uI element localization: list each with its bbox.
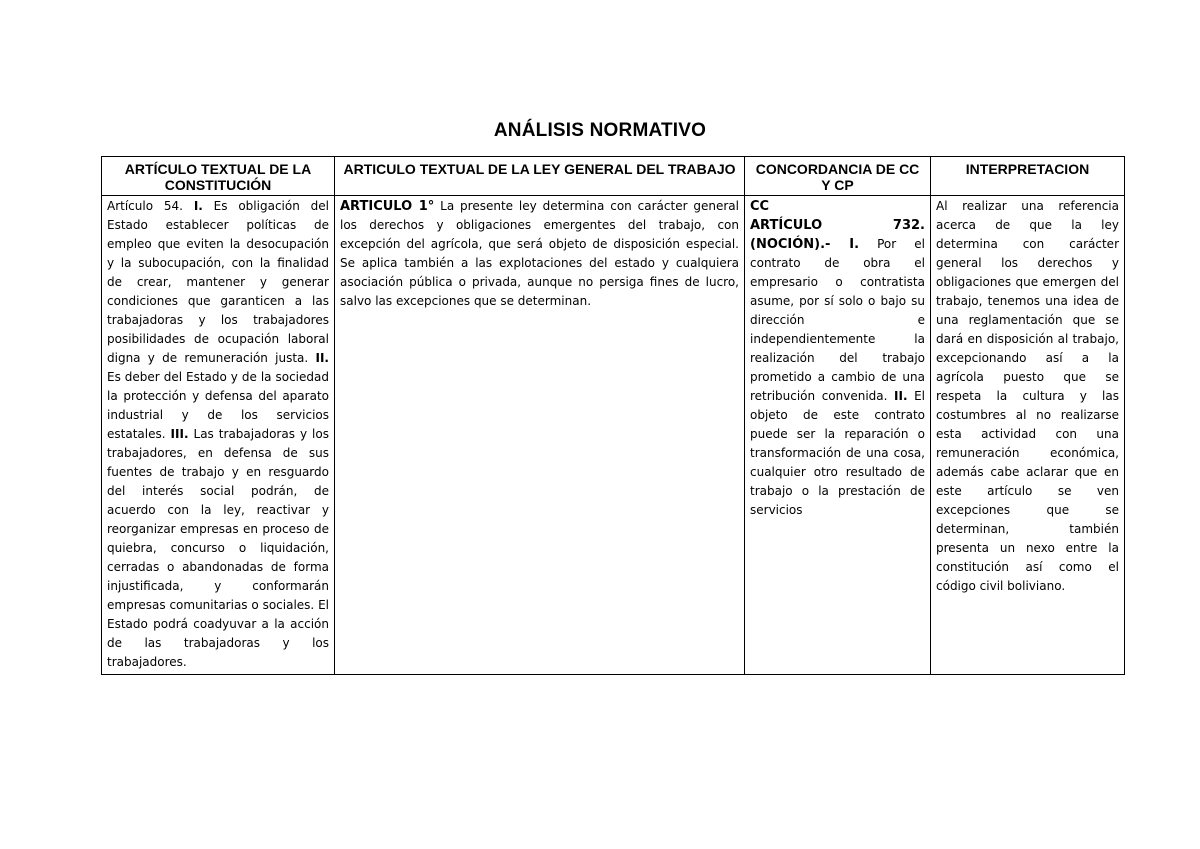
analysis-table: [101, 156, 1125, 675]
text-run: Artículo 54.: [107, 199, 194, 213]
cell-concordance-text: [745, 196, 931, 675]
article-label: ARTICULO 1°: [340, 199, 435, 214]
text-run: Es obligación del Estado establecer políticas de empleo que eviten la desocupación y la subocupación, con la finalidad de crear, mantener y generar condiciones que garanticen a las trabajadoras y los trabajadores posibilidades de ocupación laboral digna y de remuneración justa.: [107, 199, 329, 365]
header-row: [102, 157, 1125, 196]
text-run: Las trabajadoras y los trabajadores, en defensa de sus fuentes de trabajo y en resguardo del interés social podrán, de acuerdo con la ley, reactivar y reorganizar empresas en proceso de quiebra, concurso o liquidación, cerradas o abandonadas de forma injustificada, y conformarán empresas comunitarias o sociales. El Estado podrá coadyuvar a la acción de las trabajadoras y los trabajadores.: [107, 427, 329, 669]
document-title: ANÁLISIS NORMATIVO: [493, 120, 707, 141]
text-run: Al realizar una referencia acerca de que la ley determina con carácter general los derechos y obligaciones que emergen del trabajo, tenemos una idea de una reglamentación que se dará en disposición al trabajo, excepcionando así a la agrícola puesto que se respeta la cultura y las costumbres al no realizarse esta actividad con una remuneración económica, además cabe aclarar que en este artículo se ven excepciones que se determinan, también presenta un nexo entre la constitución así como el código civil boliviano.: [936, 199, 1119, 593]
code-label: CC: [750, 199, 770, 214]
cell-constitution-text: [102, 196, 335, 675]
cell-labor-law-text: [335, 196, 745, 675]
text-run: Es deber del Estado y de la sociedad la protección y defensa del aparato industrial y de los servicios estatales.: [107, 370, 329, 441]
roman-numeral-3: III.: [170, 427, 189, 441]
cell-interpretation-text: [931, 196, 1125, 675]
header-constitution: ARTÍCULO TEXTUAL DE LA CONSTITUCIÓN: [102, 157, 335, 196]
table-row: [102, 196, 1125, 675]
header-labor-law: ARTICULO TEXTUAL DE LA LEY GENERAL DEL TRABAJO: [335, 157, 745, 196]
header-concordance: CONCORDANCIA DE CC Y CP: [745, 157, 931, 196]
roman-numeral-1: I.: [193, 199, 203, 213]
article-label: ARTÍCULO 732. (NOCIÓN).- I.: [750, 218, 925, 252]
text-run: Por el contrato de obra el empresario o contratista asume, por sí solo o bajo su dirección e independientemente la realización del trabajo prometido a cambio de una retribución convenida.: [750, 237, 925, 403]
text-run: La presente ley determina con carácter general los derechos y obligaciones emergentes del trabajo, con excepción del agrícola, que será objeto de disposición especial. Se aplica también a las explotaciones del estado y cualquiera asociación pública o privada, aunque no persiga fines de lucro, salvo las excepciones que se determinan.: [340, 199, 739, 308]
text-run: El objeto de este contrato puede ser la reparación o transformación de una cosa, cualquier otro resultado de trabajo o la prestación de servicios: [750, 389, 925, 517]
roman-numeral-2: II.: [894, 389, 908, 403]
header-interpretation: INTERPRETACION: [931, 157, 1125, 196]
roman-numeral-2: II.: [315, 351, 329, 365]
